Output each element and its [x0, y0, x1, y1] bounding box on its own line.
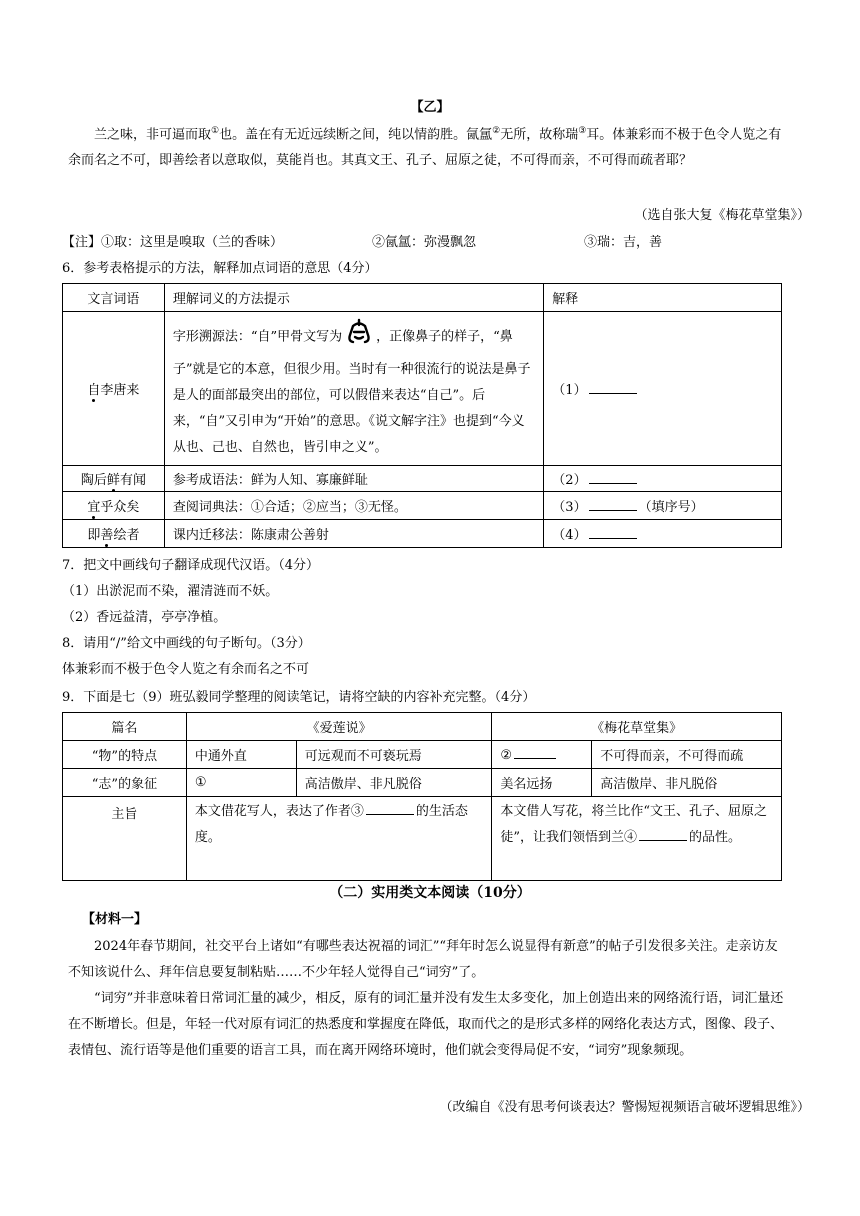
table-row — [63, 466, 782, 492]
question-7-item: （1）出淤泥而不染，濯清涟而不妖。 — [62, 584, 279, 599]
note-item: ③瑞：吉，善 — [584, 235, 663, 250]
answer-label: （1） — [552, 383, 587, 398]
row-label: 主旨 — [63, 797, 187, 881]
passage-text — [68, 118, 790, 174]
answer-label: （4） — [552, 528, 587, 543]
table-cell: 中通外直 — [186, 741, 296, 769]
dotted-character: 宜 — [87, 496, 100, 515]
word-text: 陶后 — [80, 473, 107, 488]
note-item: ①取：这里是嗅取（兰的香味） — [101, 235, 284, 250]
note-mark: ② — [492, 126, 501, 136]
row-label: “志”的象征 — [63, 769, 187, 797]
answer-suffix: （填序号） — [638, 500, 704, 515]
table-header: 文言词语 — [63, 284, 165, 312]
table-row — [63, 713, 782, 741]
hint-cell: 参考成语法：鲜为人知、寡廉鲜耻 — [164, 466, 543, 492]
word-cell — [63, 492, 165, 520]
word-text: 有闻 — [119, 473, 146, 488]
note-mark: ③ — [578, 126, 587, 136]
hint-text: ，正像鼻子的样子，“鼻子”就是它的本意，但很少用。当时有一种很流行的说法是鼻子是人的面部最突出的部位，可以假借来表达“自己”。后来，“自”又引申为“开始”的意思。《说文解字注》也提到“今义从也、己也、自然也，皆引申之义”。 — [172, 329, 531, 455]
note-item: ②氤氲：弥漫飘忽 — [372, 235, 477, 250]
passage-text-part: 无所，故称瑞 — [500, 127, 579, 143]
dotted-character: 自 — [87, 379, 100, 398]
word-cell — [63, 466, 165, 492]
hint-cell: 查阅词典法：①合适；②应当；③无怪。 — [164, 492, 543, 520]
table-cell: 高洁傲岸、非凡脱俗 — [592, 769, 782, 797]
table-cell — [492, 797, 782, 881]
material-label: 【材料一】 — [82, 912, 148, 927]
hint-text: 字形溯源法：“自”甲骨文写为 — [172, 329, 343, 344]
dotted-character: 善 — [100, 524, 113, 543]
word-text: 乎众矣 — [100, 500, 140, 515]
answer-cell — [544, 520, 782, 548]
question-9-prompt: 9．下面是七（9）班弘毅同学整理的阅读笔记，请将空缺的内容补充完整。（4分） — [62, 690, 536, 705]
table-row — [63, 797, 782, 881]
question-7-item: （2）香远益清，亭亭净植。 — [62, 610, 227, 625]
hint-cell — [164, 312, 543, 466]
material-paragraph: “词穷”并非意味着日常词汇量的减少，相反，原有的词汇量并没有发生太多变化，加上创造出来的网络流行语，词汇量还在不断增长。但是，年轻一代对原有词汇的热悉度和掌握度在降低，取而代之的是形式多样的网络化表达方式，图像、段子、表情包、流行语等是他们重要的语言工具，而在离开网络环境时，他们就会变得局促不安，“词穷”现象频现。 — [68, 991, 784, 1058]
answer-blank[interactable] — [589, 498, 637, 511]
table-cell: 高洁傲岸、非凡脱俗 — [296, 769, 492, 797]
table-row — [63, 769, 782, 797]
answer-cell — [544, 492, 782, 520]
blank-mark: ② — [500, 748, 513, 763]
question-6-table — [62, 283, 782, 548]
answer-blank[interactable] — [366, 802, 414, 815]
word-cell — [63, 312, 165, 466]
passage-text-part: 兰之味，非可逼而取 — [94, 127, 212, 143]
note-mark: ① — [211, 126, 220, 136]
answer-label: （2） — [552, 473, 587, 488]
answer-blank[interactable] — [639, 828, 687, 841]
answer-blank[interactable] — [514, 746, 556, 759]
theme-text: 的品性。 — [689, 830, 742, 845]
passage-notes — [62, 233, 283, 253]
passage-text-part: 也。盖在有无近远续断之间，纯以情韵胜。氤氲 — [219, 127, 493, 143]
passage-text-part: 耳。体兼彩而不极于色令人览之有余而名之不可，即善绘者以意取似，莫能肖也。其真文王、孔子、屈原之徒，不可得而亲，不可得而疏者耶？ — [68, 127, 782, 169]
table-cell: 美名远扬 — [492, 769, 592, 797]
answer-blank[interactable] — [589, 471, 637, 484]
book-title: 《爱莲说》 — [186, 713, 492, 741]
material-paragraph: 2024年春节期间，社交平台上诸如“有哪些表达祝福的词汇”“拜年时怎么说显得有新意”的帖子引发很多关注。走亲访友不知该说什么、拜年信息要复制粘贴……不少年轻人觉得自己“词穷”了。 — [68, 939, 778, 980]
table-header: 解释 — [544, 284, 782, 312]
passage-source: （选自张大复《梅花草堂集》） — [634, 208, 810, 223]
question-7-prompt: 7．把文中画线句子翻译成现代汉语。（4分） — [62, 558, 320, 573]
question-8-sentence: 体兼彩而不极于色令人览之有余而名之不可 — [62, 662, 310, 677]
material-source: （改编自《没有思考何谈表达？警惕短视频语言破坏逻辑思维》） — [439, 1100, 810, 1115]
answer-blank[interactable] — [589, 526, 637, 539]
table-cell: 可远观而不可亵玩焉 — [296, 741, 492, 769]
table-row — [63, 520, 782, 548]
row-label: “物”的特点 — [63, 741, 187, 769]
word-cell — [63, 520, 165, 548]
question-8-prompt: 8．请用“/”给文中画线的句子断句。（3分） — [62, 636, 311, 651]
table-header: 理解词义的方法提示 — [164, 284, 543, 312]
question-6-prompt: 6．参考表格提示的方法，解释加点词语的意思（4分） — [62, 261, 378, 276]
word-text: 李唐来 — [100, 383, 140, 398]
answer-blank[interactable] — [589, 381, 637, 394]
table-cell — [492, 741, 592, 769]
question-9-table — [62, 712, 782, 881]
theme-text: 的生活态度。 — [194, 804, 468, 845]
word-text: 即 — [87, 528, 101, 543]
oracle-bone-glyph-icon — [344, 317, 374, 357]
answer-cell — [544, 466, 782, 492]
table-header: 篇名 — [63, 713, 187, 741]
table-header-row — [63, 284, 782, 312]
dotted-character: 鲜 — [107, 469, 120, 488]
theme-text: 本文借人写花，将兰比作“文王、孔子、屈原之徒”，让我们领悟到兰④ — [500, 804, 768, 845]
theme-text: 本文借花写人，表达了作者③ — [194, 804, 364, 819]
table-row — [63, 312, 782, 466]
table-row — [63, 492, 782, 520]
table-row — [63, 741, 782, 769]
table-cell: 不可得而亲，不可得而疏 — [592, 741, 782, 769]
hint-cell: 课内迁移法：陈康肃公善射 — [164, 520, 543, 548]
table-cell — [186, 797, 492, 881]
book-title: 《梅花草堂集》 — [492, 713, 782, 741]
passage-heading: 【乙】 — [410, 100, 450, 115]
answer-cell — [544, 312, 782, 466]
answer-label: （3） — [552, 500, 587, 515]
word-text: 绘者 — [113, 528, 140, 543]
section-heading: （二）实用类文本阅读（10分） — [329, 885, 531, 901]
notes-label: 【注】 — [62, 235, 102, 250]
table-cell[interactable]: ① — [186, 769, 296, 797]
